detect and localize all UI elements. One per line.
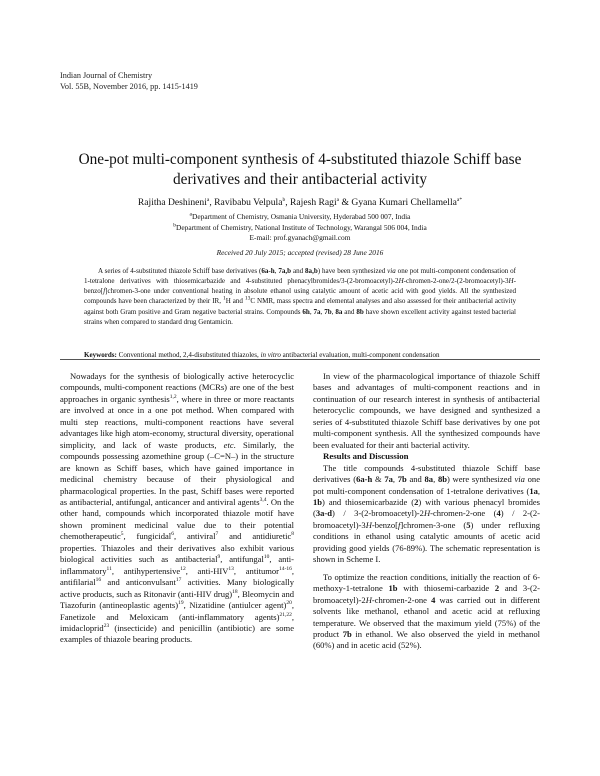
author: Gyana Kumari Chellamella: [351, 197, 457, 208]
results-paragraph-1: The title compounds 4-substituted thiazole Schiff base derivatives (6a-h & 7a, 7b and 8a, 8b) were synthesized via one pot multi-component condensation of 1-tetralone derivatives (1a, 1b) and thiosemicarbazide (2) with various phenacyl bromides (3a-d) / 3-(2-bromoacetyl)-2H-chromen-2-one (4) / 2-(2-bromoacetyl)-3H-benzo[f]chromen-3-one (5) under refluxing conditions in ethanol using catalytic amounts of acetic acid providing good yields (76-89%). The schematic representation is shown in Scheme I.: [313, 462, 540, 565]
paper-title: [60, 150, 540, 190]
intro-paragraph-2: In view of the pharmacological importance of thiazole Schiff bases and advantages of multi-component reactions and in continuation of our research interest in synthesis of antibacterial heterocyclic compounds, we have designed and synthesized a series of 4-substituted thiazole Schiff base derivatives by one pot multi-component synthesis. All the synthesized compounds have been evaluated for their anti bacterial activity.: [313, 371, 540, 450]
journal-name: Indian Journal of Chemistry: [60, 71, 153, 80]
author-affil-mark: b: [282, 196, 286, 203]
author-list: Rajitha Deshineni$^a$, Ravibabu Velpula$^b$, Rajesh Ragi$^a$ & Gyana Kumari Chellamella$^{a*}$: [137, 196, 463, 208]
results-paragraph-2: To optimize the reaction conditions, initially the reaction of 6-methoxy-1-tetralone 1b with thiosemi-carbazide 2 and 3-(2-bromoacetyl)-2H-chromen-2-one 4 was carried out in different solvents like methanol, ethanol and acetic acid at refluxing temperature. We observed that the maximum yield (75%) of the product 7b in ethanol. We also observed the yield in methanol (60%) and in acetic acid (52%).: [313, 571, 540, 651]
author: Rajesh Ragi: [290, 197, 337, 208]
title-line-1: One-pot multi-component synthesis of 4-substituted thiazole Schiff base: [78, 151, 522, 168]
received-dates: Received 20 July 2015; accepted (revised) 28 June 2016: [216, 248, 384, 257]
journal-citation: Vol. 55B, November 2016, pp. 1415-1419: [60, 82, 198, 91]
section-divider: [60, 359, 540, 360]
affil-mark: b: [173, 222, 176, 229]
body-column-right: [313, 371, 540, 652]
title-line-2: derivatives and their antibacterial activity: [173, 171, 427, 188]
author-affil-mark: a: [336, 196, 340, 203]
intro-paragraph: Nowadays for the synthesis of biologically active heterocyclic compounds, multi-component reactions (MCRs) are one of the best approaches in organic synthesis$^{1,2}$, where in three or more reactants are involved at once in a one pot method. When compared with multi step reactions, multi-component reactions have several advantages like high atom-economy, structural diversity, operational simplicity, and lack of waste products, etc. Similarly, the compounds possessing azomethine group (–C=N–) in the structure are known as Schiff bases, which have gained importance in medicinal chemistry because of their physiological and pharmacological properties. In the past, Schiff bases were reported as antibacterial, antifungal, anticancer and antiviral agents$^{3,4}$. On the other hand, compounds which incorporated thiazole motif have shown prominent medicinal value due to their potential chemotherapeutic$^5$, fungicidal$^6$, antiviral$^7$ and antidiuretic$^8$ properties. Thiazoles and their derivatives also exhibit various biological activities such as antibacterial$^9$, antifungal$^{10}$, anti-inflammatory$^{11}$, antihypertensive$^{12}$, anti-HIV$^{13}$, antitumor$^{14-16}$, antifilarial$^{16}$ and anticonvulsant$^{17}$ activities. Many biologically active products, such as Ritonavir (anti-HIV drug)$^{18}$, Bleomycin and Tiazofurin (antineoplastic agents)$^{19}$, Nizatidine (antiulcer agent)$^{20}$, Fanetizole and Meloxicam (anti-inflammatory agents)$^{21,22}$, imidacloprid$^{23}$ (insecticide) and penicillin (antibiotic) are some examples of thiazole bearing products.: [60, 371, 294, 645]
author-affil-mark: a*: [456, 196, 463, 203]
keywords: Keywords: Conventional method, 2,4-disubstituted thiazoles, in vitro antibacterial evaluation, multi-component condensation: [84, 351, 440, 359]
affil-text: Department of Chemistry, Osmania University, Hyderabad 500 007, India: [192, 212, 411, 221]
affiliations: [60, 212, 540, 244]
affiliation-a: [60, 212, 540, 223]
author-ampersand: &: [341, 197, 349, 208]
author: Rajitha Deshineni: [137, 197, 207, 208]
abstract: A series of 4-substituted thiazole Schiff base derivatives (6a-h, 7a,b and 8a,b) have been synthesized via one pot multi-component condensation of 1-tetralone derivatives with thiosemicarbazide and 4-substituted phenacylbromides/3-(2-bromoacetyl)-2H-chromen-2-one/2-(2-bromoacetyl)-3H-benzo[f]chromen-3-one under conventional heating in absolute ethanol using catalytic amount of acetic acid with good yields. All the synthesized compounds have been characterized by their IR, $^1$H and $^{13}$C NMR, mass spectra and elemental analyses and also assessed for their antibacterial activity against both Gram positive and Gram negative bacterial strains. Compounds 6h, 7a, 7b, 8a and 8b have shown excellent activity against tested bacterial strains when compared to standard drug Gentamicin.: [84, 267, 517, 326]
affil-mark: a: [189, 211, 192, 218]
email: E-mail: prof.gyanach@gmail.com: [249, 233, 351, 242]
section-heading: Results and Discussion: [323, 451, 409, 462]
journal-header: [60, 70, 198, 92]
author: Ravibabu Velpula: [214, 197, 283, 208]
author-affil-mark: a: [206, 196, 210, 203]
affil-text: Department of Chemistry, National Institute of Technology, Warangal 506 004, India: [176, 222, 427, 232]
keywords-label: Keywords:: [84, 351, 117, 359]
affiliation-b: [60, 223, 540, 234]
body-column-left: [60, 371, 294, 646]
